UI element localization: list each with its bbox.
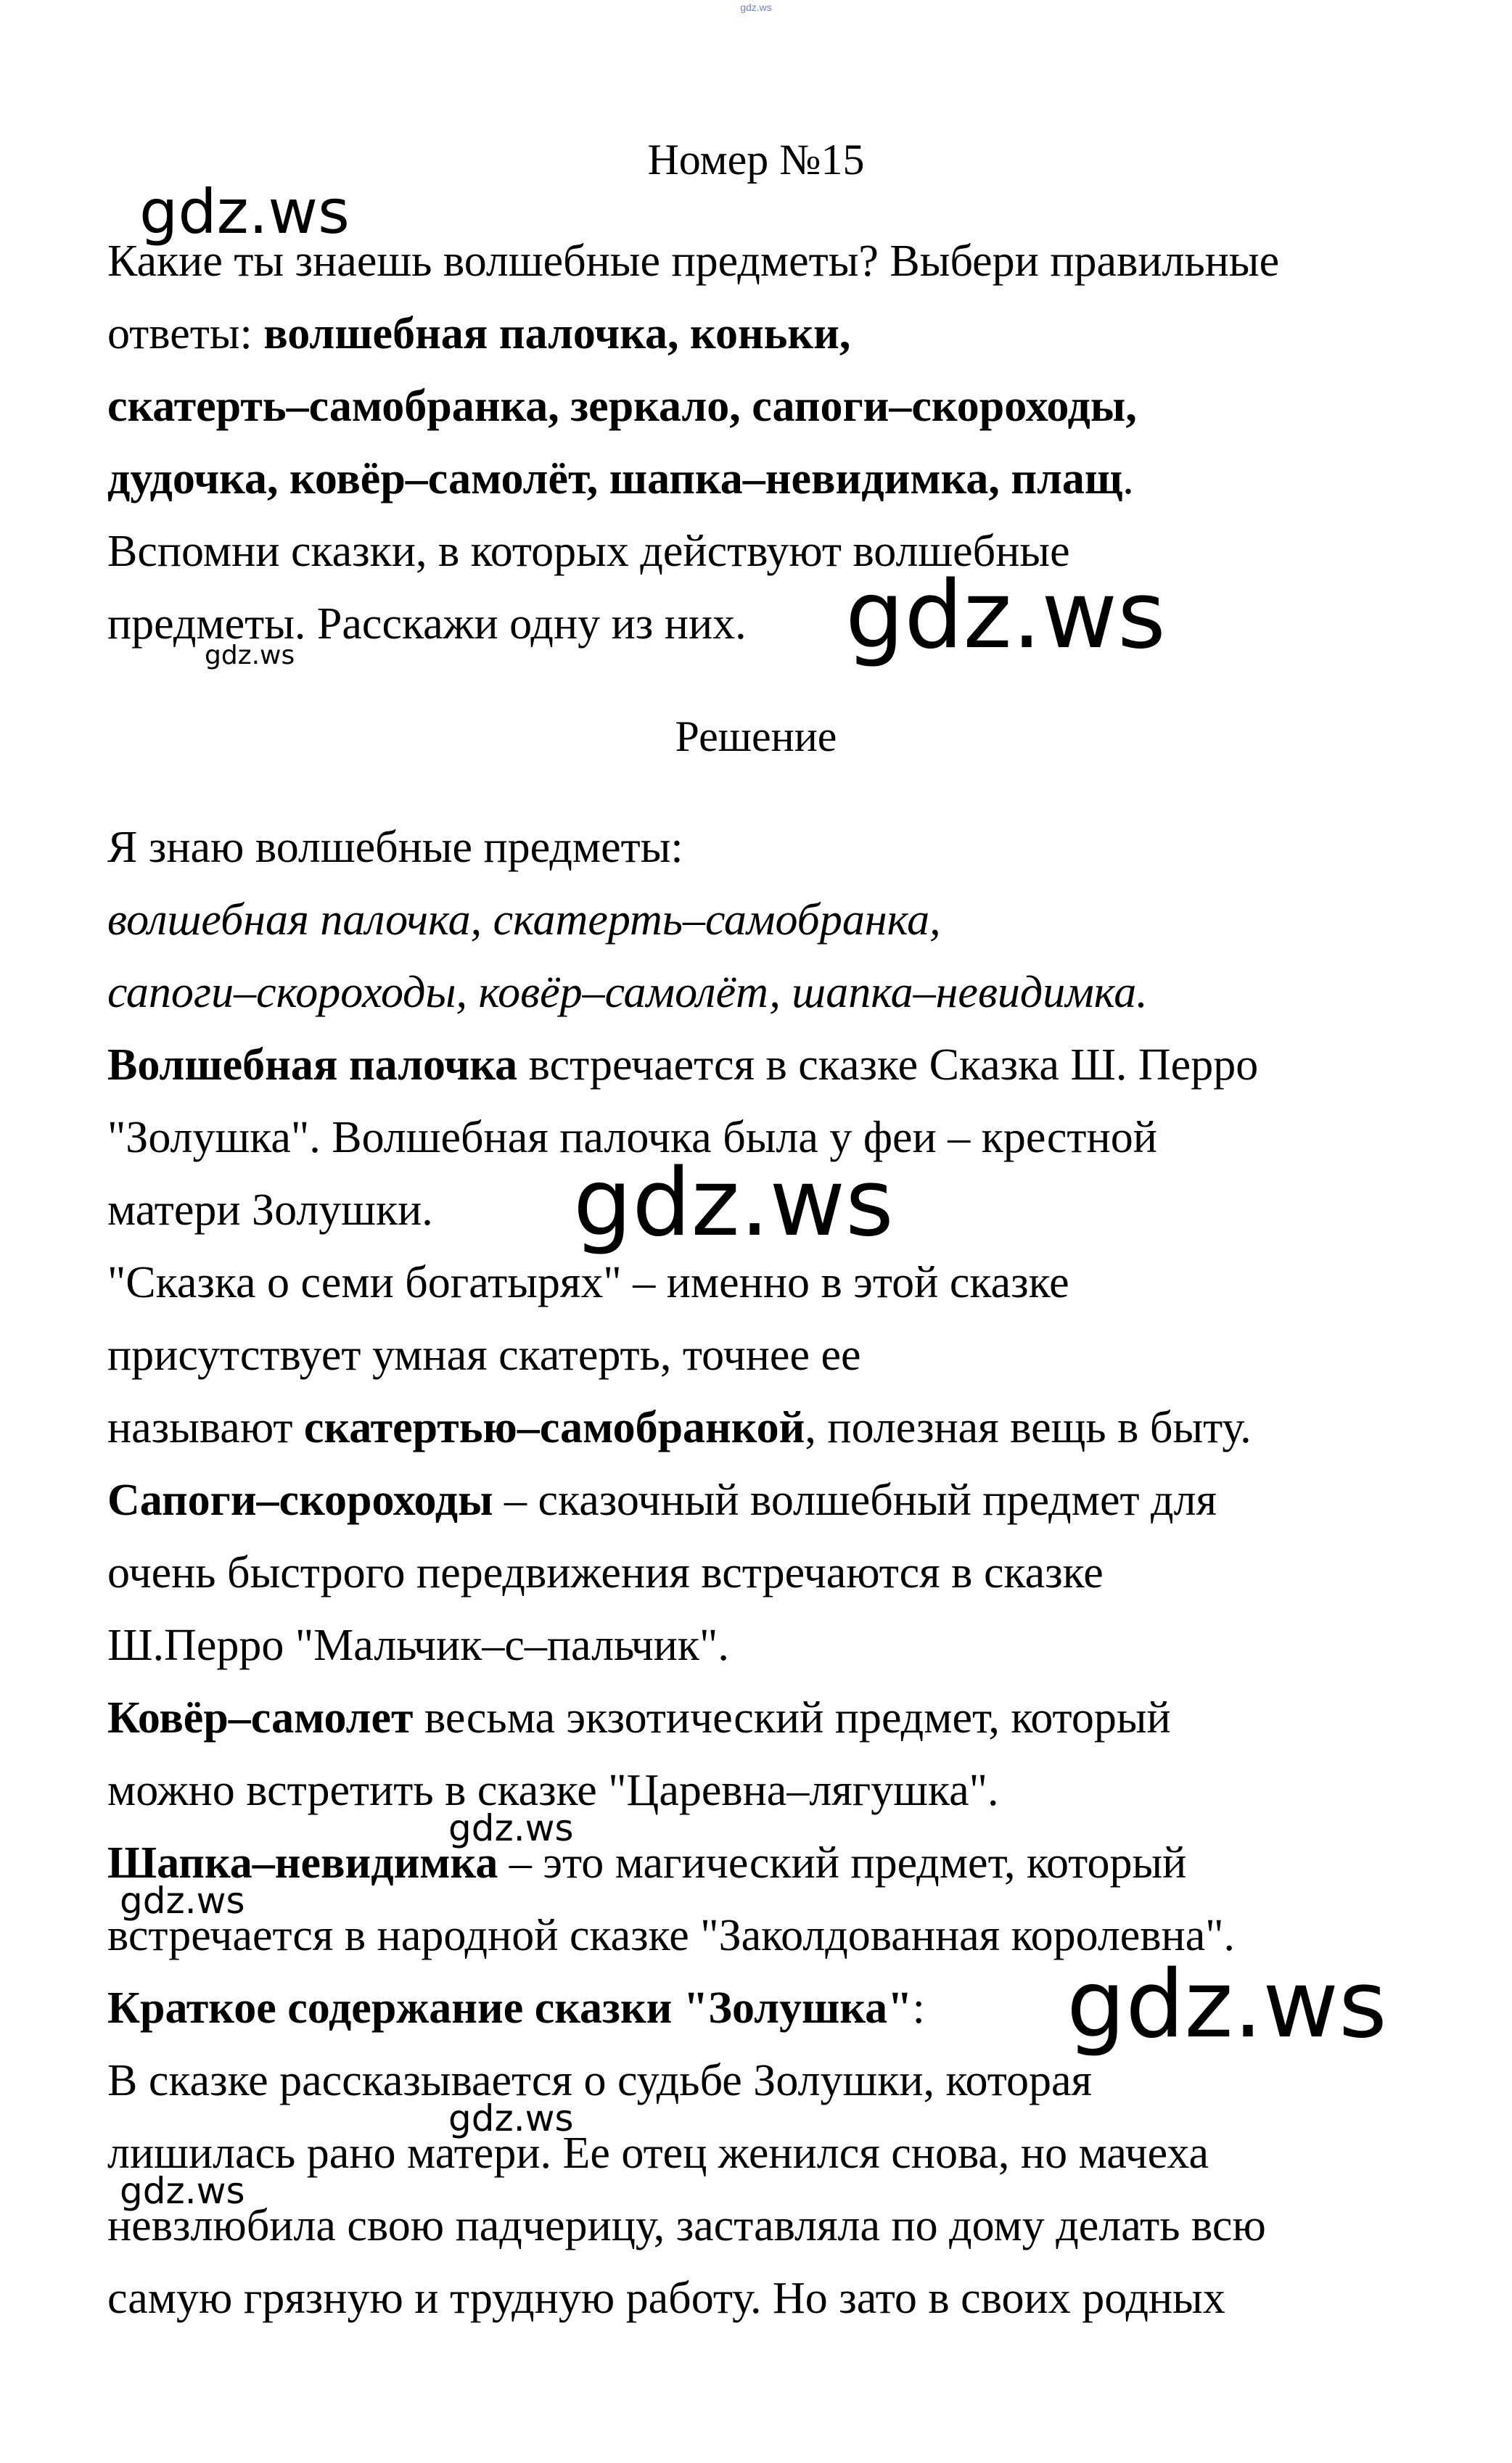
solution-line: "Сказка о семи богатырях" – именно в этой сказке bbox=[107, 1258, 1069, 1307]
watermark: gdz.ws bbox=[448, 2097, 574, 2139]
solution-line: можно встретить в сказке "Царевна–лягушка". bbox=[107, 1766, 999, 1815]
solution-line: Ш.Перро "Мальчик–с–пальчик". bbox=[107, 1621, 729, 1670]
task-line: дудочка, ковёр–самолёт, шапка–невидимка, плащ. bbox=[107, 454, 1134, 503]
watermark: gdz.ws bbox=[139, 176, 350, 247]
solution-line: очень быстрого передвижения встречаются в сказке bbox=[107, 1548, 1104, 1598]
task-line: Вспомни сказки, в которых действуют волшебные bbox=[107, 527, 1070, 576]
task-line: Какие ты знаешь волшебные предметы? Выбери правильные bbox=[107, 237, 1280, 286]
watermark: gdz.ws bbox=[205, 641, 295, 670]
solution-line: Шапка–невидимка – это магический предмет, который bbox=[107, 1838, 1187, 1888]
solution-line: Волшебная палочка встречается в сказке Сказка Ш. Перро bbox=[107, 1040, 1259, 1090]
watermark: gdz.ws bbox=[120, 2170, 245, 2212]
solution-line: "Золушка". Волшебная палочка была у феи – крестной bbox=[107, 1113, 1157, 1162]
solution-line: волшебная палочка, скатерть–самобранка, bbox=[107, 895, 941, 945]
solution-line: называют скатертью–самобранкой, полезная вещь в быту. bbox=[107, 1403, 1252, 1452]
solution-line: встречается в народной сказке "Заколдованная королевна". bbox=[107, 1911, 1236, 1960]
solution-line: Краткое содержание сказки "Золушка": bbox=[107, 1983, 925, 2033]
solution-line: невзлюбила свою падчерицу, заставляла по дому делать всю bbox=[107, 2201, 1266, 2250]
solution-line: лишилась рано матери. Ее отец женился снова, но мачеха bbox=[107, 2129, 1209, 2178]
watermark: gdz.ws bbox=[120, 1880, 245, 1922]
task-line: скатерть–самобранка, зеркало, сапоги–скороходы, bbox=[107, 382, 1137, 431]
task-line: предметы. Расскажи одну из них. bbox=[107, 599, 747, 649]
solution-line: самую грязную и трудную работу. Но зато в своих родных bbox=[107, 2274, 1225, 2323]
task-title: Номер №15 bbox=[647, 136, 865, 184]
solution-line: сапоги–скороходы, ковёр–самолёт, шапка–невидимка. bbox=[107, 968, 1148, 1017]
solution-line: Сапоги–скороходы – сказочный волшебный предмет для bbox=[107, 1476, 1217, 1525]
solution-line: Ковёр–самолет весьма экзотический предмет, который bbox=[107, 1693, 1171, 1743]
watermark: gdz.ws bbox=[573, 1149, 894, 1257]
solution-text bbox=[107, 811, 1266, 2335]
solution-line: присутствует умная скатерть, точнее ее bbox=[107, 1331, 861, 1380]
watermark: gdz.ws bbox=[845, 562, 1166, 670]
site-mark: gdz.ws bbox=[740, 1, 772, 13]
solution-line: Я знаю волшебные предметы: bbox=[107, 823, 683, 872]
solution-heading: Решение bbox=[675, 712, 837, 760]
watermark: gdz.ws bbox=[448, 1807, 574, 1849]
solution-line: В сказке рассказывается о судьбе Золушки, которая bbox=[107, 2056, 1093, 2105]
watermark: gdz.ws bbox=[1067, 1951, 1387, 2059]
solution-line: матери Золушки. bbox=[107, 1185, 433, 1235]
task-line: ответы: волшебная палочка, коньки, bbox=[107, 309, 851, 358]
